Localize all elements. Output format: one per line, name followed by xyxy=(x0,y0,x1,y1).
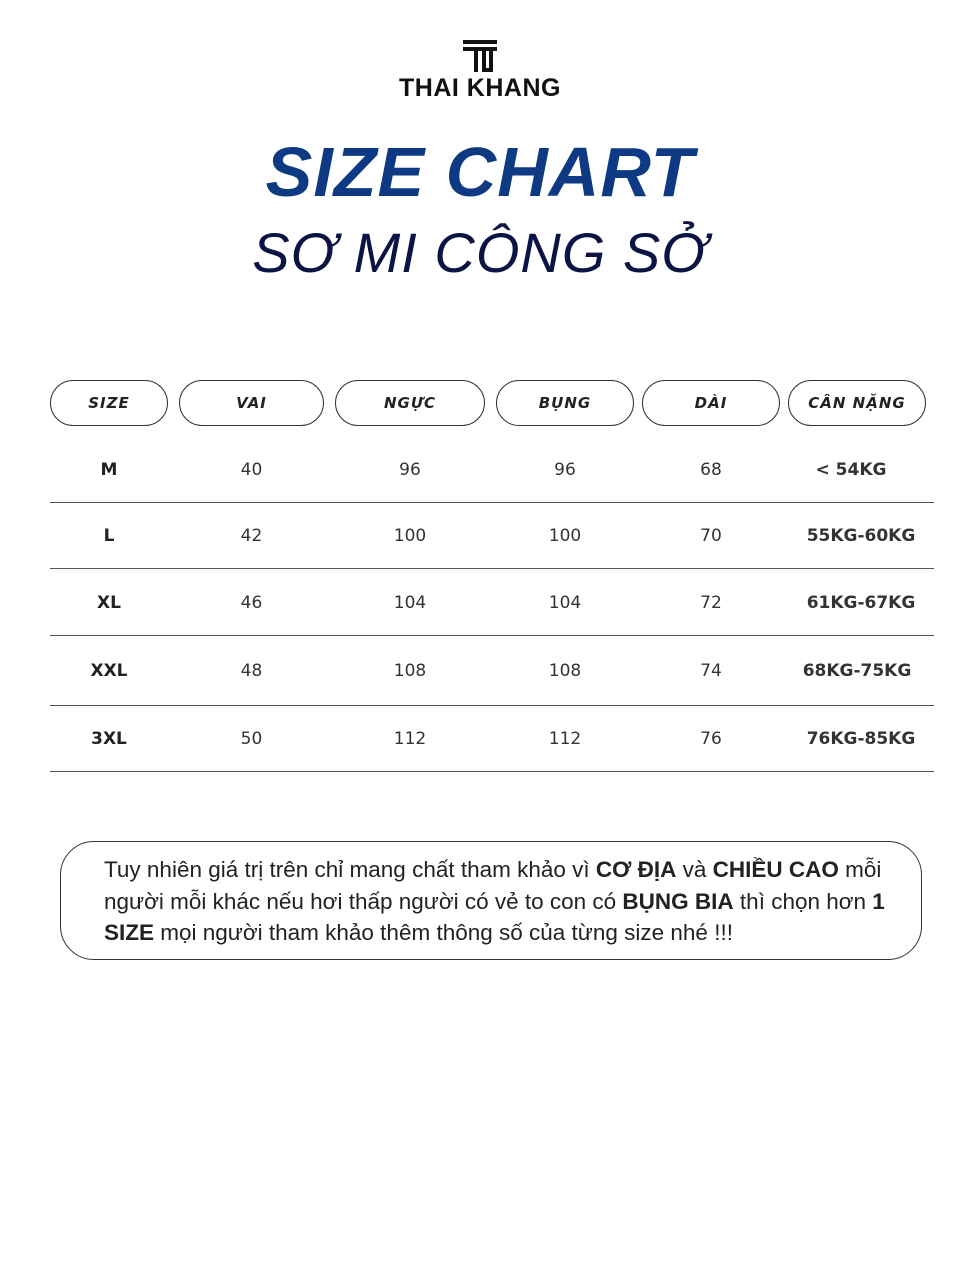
table-row xyxy=(50,437,934,503)
cell-size: M xyxy=(100,460,118,480)
brand-logo xyxy=(0,40,960,103)
cell-can-nang: 68KG-75KG xyxy=(802,661,912,681)
cell-can-nang: 76KG-85KG xyxy=(806,729,916,749)
header-vai: VAI xyxy=(179,380,324,426)
cell-can-nang: < 54KG xyxy=(815,460,887,480)
header-dai: DÀI xyxy=(642,380,780,426)
cell-dai: 76 xyxy=(700,729,722,749)
cell-bung: 96 xyxy=(554,460,576,480)
table-row xyxy=(50,569,934,636)
row-divider xyxy=(50,771,934,772)
brand-name: THAI KHANG xyxy=(399,74,561,102)
cell-vai: 46 xyxy=(240,592,263,613)
note-bold-1-size: 1 SIZE xyxy=(104,888,885,945)
cell-dai: 74 xyxy=(700,661,722,681)
cell-size: XL xyxy=(97,592,121,613)
note-bold-chieu-cao: CHIỀU CAO xyxy=(712,857,839,882)
cell-bung: 100 xyxy=(548,526,582,546)
header-nguc: NGỰC xyxy=(335,380,485,426)
page-title: SIZE CHART xyxy=(265,133,695,211)
note-text: và xyxy=(676,857,713,882)
table-row xyxy=(50,636,934,706)
cell-dai: 68 xyxy=(700,460,722,480)
note-text: mọi người tham khảo thêm thông số của từng size nhé !!! xyxy=(154,920,733,945)
table-row xyxy=(50,503,934,569)
cell-vai: 48 xyxy=(240,661,263,681)
note-bold-bung-bia: BỤNG BIA xyxy=(622,888,734,914)
header-can-nang: CÂN NẶNG xyxy=(788,380,926,426)
cell-nguc: 104 xyxy=(393,592,427,613)
note-text: thì chọn hơn xyxy=(733,888,873,914)
cell-size: XXL xyxy=(90,661,128,681)
cell-can-nang: 61KG-67KG xyxy=(806,592,916,613)
cell-vai: 42 xyxy=(240,526,263,546)
table-row xyxy=(50,706,934,772)
cell-size: L xyxy=(103,526,115,546)
tk-monogram-icon xyxy=(463,40,497,72)
cell-nguc: 112 xyxy=(393,729,427,749)
cell-bung: 104 xyxy=(548,592,582,613)
note-text: mỗi người mỗi khác nếu hơi thấp người có vẻ to con có xyxy=(104,857,882,914)
size-note xyxy=(60,841,922,960)
cell-nguc: 96 xyxy=(399,460,421,480)
cell-nguc: 108 xyxy=(393,661,427,681)
cell-vai: 40 xyxy=(240,460,263,480)
cell-vai: 50 xyxy=(240,729,263,749)
cell-bung: 108 xyxy=(548,661,582,681)
cell-dai: 72 xyxy=(700,592,722,613)
cell-bung: 112 xyxy=(548,729,582,749)
note-bold-co-dia: CƠ ĐỊA xyxy=(595,857,677,882)
page-subtitle: SƠ MI CÔNG SỞ xyxy=(252,221,708,284)
header-size: SIZE xyxy=(50,380,168,426)
cell-dai: 70 xyxy=(700,526,722,546)
note-text: Tuy nhiên giá trị trên chỉ mang chất tham khảo vì xyxy=(104,857,596,882)
cell-size: 3XL xyxy=(91,729,127,749)
cell-nguc: 100 xyxy=(393,526,427,546)
header-bung: BỤNG xyxy=(496,380,634,426)
cell-can-nang: 55KG-60KG xyxy=(806,526,916,546)
